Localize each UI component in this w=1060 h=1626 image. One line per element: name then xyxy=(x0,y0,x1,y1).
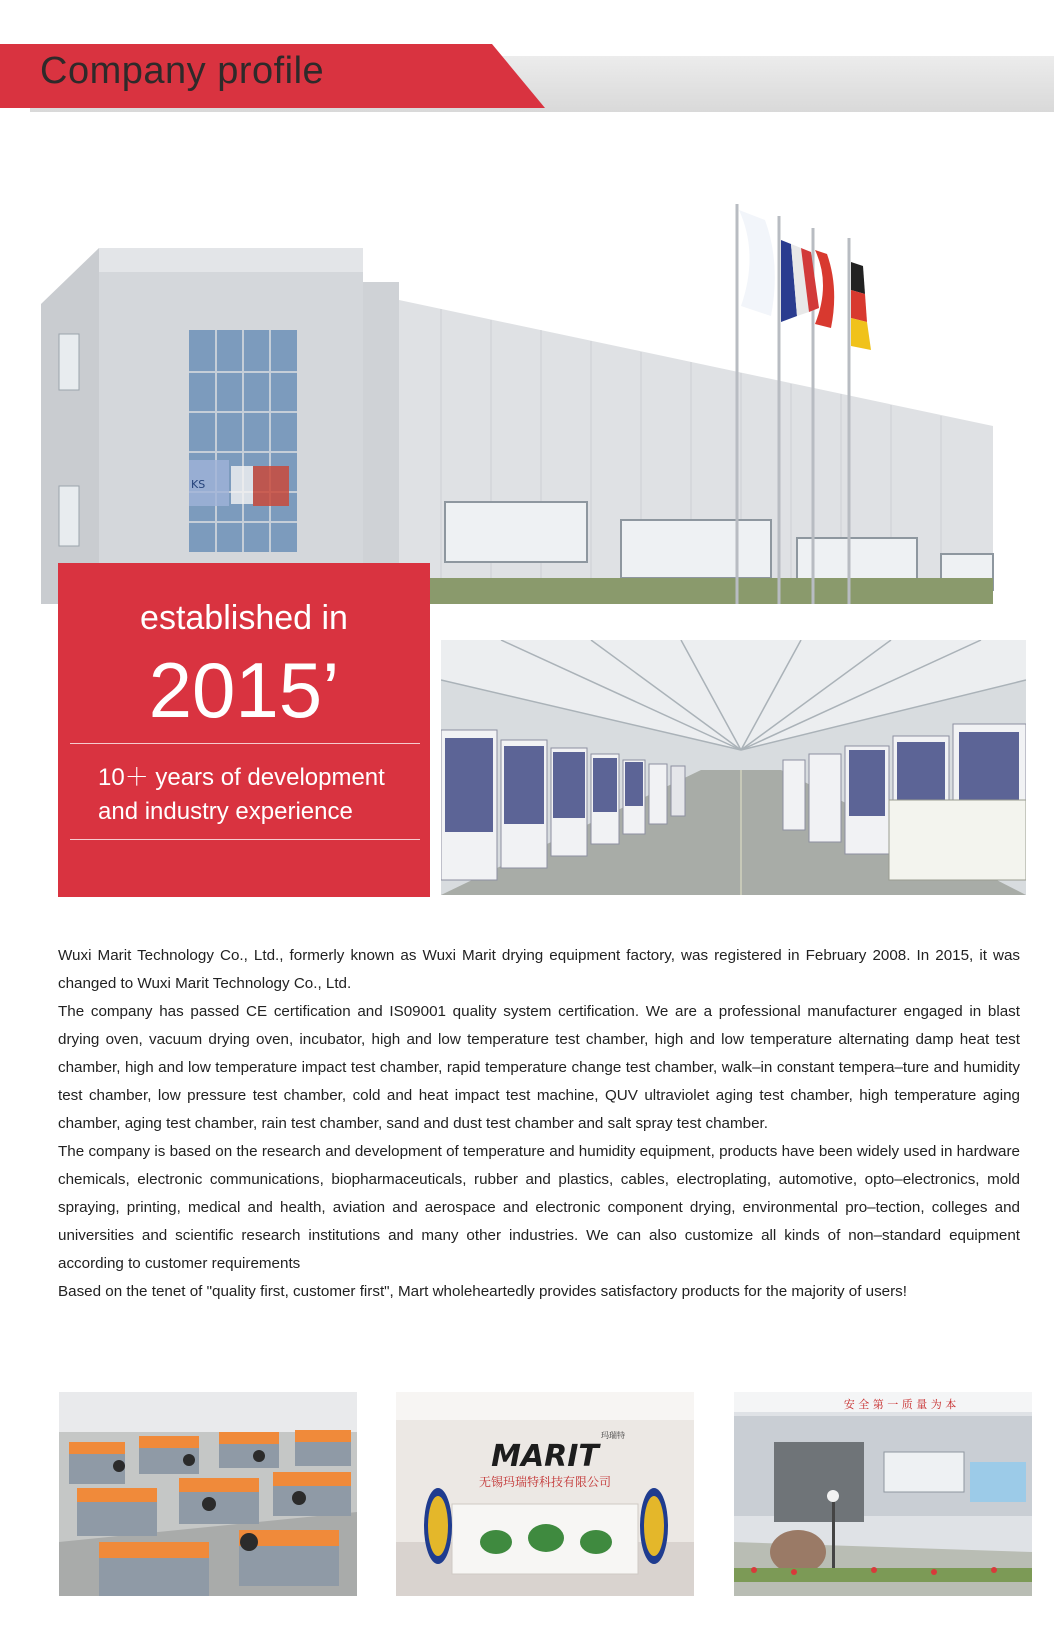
flag-text: KS xyxy=(191,478,206,491)
experience-text xyxy=(98,761,385,829)
description-paragraph-applications: The company is based on the research and development of temperature and humidity equipment, products have been widely used in hardware chemicals, electronic communications, biopharmaceuticals, rubber and plastics, cables, electroplating, automotive, opto–electronics, mold spraying, printing, medical and health, aviation and aerospace and electronic component drying, environmental pro–tection, colleges and universities and scientific research institutions and many other industries. We can also customize all kinds of non–standard equipment according to customer requirements xyxy=(58,1143,1020,1272)
reception-logo-photo xyxy=(396,1392,694,1596)
marit-company-name-cn: 无锡玛瑞特科技有限公司 xyxy=(478,1475,612,1489)
marit-logo-text: MARIT xyxy=(491,1439,599,1474)
established-label: established in xyxy=(140,599,348,637)
established-year: 2015’ xyxy=(148,646,340,734)
established-card xyxy=(58,563,430,897)
experience-line-2: and industry experience xyxy=(98,798,353,825)
safety-slogan: 安 全 第 一 质 量 为 本 xyxy=(843,1398,957,1411)
company-description xyxy=(58,942,1020,1306)
card-divider-bottom xyxy=(70,839,420,840)
experience-line-1: 10＋ years of development xyxy=(98,764,385,791)
factory-interior-photo xyxy=(441,640,1026,895)
marit-logo-small-cn: 玛瑞特 xyxy=(601,1431,625,1440)
description-paragraph-tenet: Based on the tenet of "quality first, customer first", Mart wholeheartedly provides satisfactory products for the majority of users! xyxy=(58,1283,907,1300)
description-paragraph-history: Wuxi Marit Technology Co., Ltd., formerly known as Wuxi Marit drying equipment factory, was registered in February 2008. In 2015, it was changed to Wuxi Marit Technology Co., Ltd. xyxy=(58,947,1020,992)
description-paragraph-products: The company has passed CE certification and IS09001 quality system certification. We are a professional manufacturer engaged in blast drying oven, vacuum drying oven, incubator, high and low temperature test chamber, high and low temperature alternating damp heat test chamber, high and low temperature impact test chamber, rapid temperature change test chamber, walk–in constant tempera–ture and humidity test chamber, low pressure test chamber, cold and heat impact test machine, QUV ultraviolet aging test chamber, high temperature aging chamber, aging test chamber, rain test chamber, sand and dust test chamber and salt spray test chamber. xyxy=(58,1003,1020,1132)
office-photo xyxy=(59,1392,357,1596)
page-title: Company profile xyxy=(40,50,325,92)
company-building-photo xyxy=(41,204,1021,624)
card-divider-top xyxy=(70,743,420,744)
factory-entrance-photo xyxy=(734,1392,1032,1596)
